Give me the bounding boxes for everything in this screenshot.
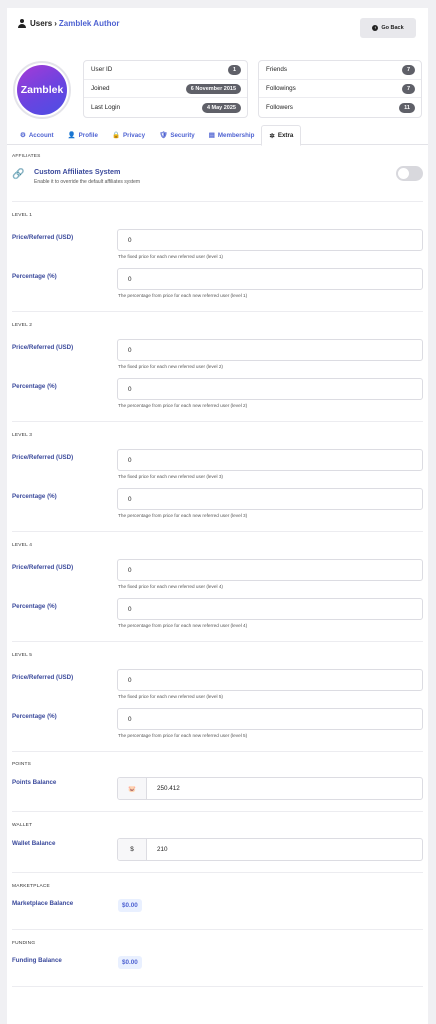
tab-account[interactable]	[13, 125, 61, 145]
wallet-balance-field[interactable]	[117, 838, 423, 861]
tab-extra[interactable]	[261, 125, 301, 146]
percentage-input[interactable]: 0	[117, 378, 423, 400]
price-referred-help: The fixed price for each new referred user (level 5)	[118, 694, 223, 699]
page-header	[7, 8, 428, 48]
price-referred-row	[7, 449, 428, 488]
percentage-label: Percentage (%)	[12, 713, 57, 720]
marketplace-balance-row	[7, 899, 428, 919]
stat-value-pill: 7	[402, 84, 415, 94]
percentage-label: Percentage (%)	[12, 493, 57, 500]
percentage-row	[7, 268, 428, 307]
percentage-help: The percentage from price for each new referred user (level 5)	[118, 733, 248, 738]
price-referred-input[interactable]: 0	[117, 669, 423, 691]
price-referred-label: Price/Referred (USD)	[12, 344, 74, 351]
settings-tabs	[7, 125, 428, 145]
affiliate-level-5	[7, 642, 428, 752]
stat-value-pill: 1	[228, 65, 241, 75]
percentage-label: Percentage (%)	[12, 273, 57, 280]
stat-value-pill: 4 May 2025	[202, 103, 241, 113]
stat-user-id	[84, 61, 247, 80]
stat-followers	[259, 98, 421, 117]
piggy-bank-icon: 🐷	[118, 778, 147, 799]
affiliate-level-1	[7, 202, 428, 312]
divider	[12, 986, 423, 987]
price-referred-row	[7, 229, 428, 268]
extra-settings-form	[7, 154, 428, 987]
percentage-input[interactable]: 0	[117, 268, 423, 290]
wallet-balance-value: 210	[157, 846, 168, 853]
go-back-label: Go Back	[381, 25, 404, 31]
price-referred-input[interactable]: 0	[117, 449, 423, 471]
percentage-help: The percentage from price for each new referred user (level 4)	[118, 623, 248, 628]
price-referred-help: The fixed price for each new referred user (level 1)	[118, 254, 223, 259]
arrow-left-icon: ‹	[372, 25, 378, 31]
price-referred-input[interactable]: 0	[117, 229, 423, 251]
affiliate-level-2	[7, 312, 428, 422]
stat-label: Last Login	[91, 104, 121, 112]
percentage-input[interactable]: 0	[117, 708, 423, 730]
price-referred-label: Price/Referred (USD)	[12, 674, 74, 681]
price-referred-label: Price/Referred (USD)	[12, 564, 74, 571]
percentage-row	[7, 708, 428, 747]
funding-balance-row	[7, 956, 428, 976]
percentage-row	[7, 378, 428, 417]
stat-label: Followings	[266, 85, 296, 93]
link-icon: 🔗	[12, 169, 25, 180]
stat-label: Joined	[91, 85, 110, 93]
stat-joined	[84, 80, 247, 99]
wallet-balance-row	[7, 838, 428, 862]
id-card-icon: ▤	[208, 132, 215, 139]
price-referred-help: The fixed price for each new referred user (level 4)	[118, 584, 223, 589]
stat-label: User ID	[91, 66, 113, 74]
user-icon: 👤	[67, 132, 76, 139]
percentage-input[interactable]: 0	[117, 598, 423, 620]
tab-profile[interactable]	[61, 125, 105, 145]
affiliate-level-3	[7, 422, 428, 532]
wallet-balance-label: Wallet Balance	[12, 840, 56, 847]
price-referred-help: The fixed price for each new referred user (level 2)	[118, 364, 223, 369]
tab-label: Profile	[78, 131, 98, 139]
stat-friends	[259, 61, 421, 80]
divider	[12, 751, 423, 752]
level-label: LEVEL 5	[12, 653, 33, 658]
points-balance-row	[7, 777, 428, 801]
stat-label: Followers	[266, 104, 293, 112]
shield-icon: 🛡	[159, 132, 168, 139]
affiliates-toggle-row	[7, 165, 428, 201]
level-label: LEVEL 1	[12, 213, 33, 218]
avatar-logo: Zamblek	[17, 65, 67, 115]
breadcrumb-root[interactable]: Users	[30, 19, 53, 28]
stat-value-pill: 6 November 2015	[186, 84, 241, 94]
stat-last-login	[84, 98, 247, 117]
points-balance-value: 250.412	[157, 785, 180, 792]
price-referred-row	[7, 669, 428, 708]
user-stats-right	[258, 60, 422, 118]
percentage-input[interactable]: 0	[117, 488, 423, 510]
user-edit-panel	[7, 8, 428, 1024]
funding-balance-label: Funding Balance	[12, 957, 62, 964]
breadcrumb-current[interactable]: Zamblek Author	[58, 19, 120, 28]
percentage-help: The percentage from price for each new referred user (level 2)	[118, 403, 248, 408]
affiliates-title: Custom Affiliates System	[34, 167, 121, 176]
tab-membership[interactable]	[202, 125, 262, 145]
custom-affiliates-toggle[interactable]	[396, 166, 423, 181]
price-referred-row	[7, 339, 428, 378]
level-label: LEVEL 2	[12, 323, 33, 328]
go-back-button[interactable]	[360, 18, 416, 38]
avatar	[13, 61, 71, 119]
percentage-label: Percentage (%)	[12, 603, 57, 610]
level-label: LEVEL 3	[12, 433, 33, 438]
percentage-row	[7, 598, 428, 637]
price-referred-input[interactable]: 0	[117, 339, 423, 361]
percentage-help: The percentage from price for each new referred user (level 3)	[118, 513, 248, 518]
affiliate-level-4	[7, 532, 428, 642]
user-icon	[18, 19, 26, 28]
section-label: FUNDING	[12, 941, 36, 946]
marketplace-balance-value: $0.00	[118, 899, 142, 912]
tab-privacy[interactable]	[105, 125, 152, 145]
section-label: WALLET	[12, 823, 33, 828]
price-referred-row	[7, 559, 428, 598]
tab-security[interactable]	[152, 125, 202, 145]
stat-value-pill: 11	[399, 103, 415, 113]
affiliates-description: Enable it to override the default affiliates system	[34, 179, 141, 185]
section-label: POINTS	[12, 762, 32, 767]
breadcrumb-separator: ›	[54, 19, 57, 28]
price-referred-label: Price/Referred (USD)	[12, 454, 74, 461]
tab-label: Account	[28, 131, 54, 139]
price-referred-label: Price/Referred (USD)	[12, 234, 74, 241]
points-balance-label: Points Balance	[12, 779, 57, 786]
dollar-addon: $	[118, 839, 147, 860]
percentage-label: Percentage (%)	[12, 383, 57, 390]
tab-label: Privacy	[123, 131, 146, 139]
tab-label: Extra	[277, 132, 294, 139]
section-label: AFFILIATES	[12, 154, 41, 159]
percentage-row	[7, 488, 428, 527]
points-balance-field[interactable]	[117, 777, 423, 800]
price-referred-input[interactable]: 0	[117, 559, 423, 581]
tab-label: Security	[170, 131, 195, 139]
gear-icon: ⚙	[20, 132, 26, 139]
stat-label: Friends	[266, 66, 287, 74]
price-referred-help: The fixed price for each new referred user (level 3)	[118, 474, 223, 479]
stat-value-pill: 7	[402, 65, 415, 75]
gears-icon: ✲	[269, 132, 275, 140]
funding-balance-value: $0.00	[118, 956, 142, 969]
user-stats-left	[83, 60, 248, 118]
section-label: MARKETPLACE	[12, 884, 50, 889]
lock-icon: 🔒	[111, 132, 121, 139]
level-label: LEVEL 4	[12, 543, 33, 548]
marketplace-balance-label: Marketplace Balance	[12, 900, 74, 907]
percentage-help: The percentage from price for each new referred user (level 1)	[118, 293, 248, 298]
stat-followings	[259, 80, 421, 99]
tab-label: Membership	[217, 131, 255, 139]
breadcrumb	[18, 19, 120, 28]
